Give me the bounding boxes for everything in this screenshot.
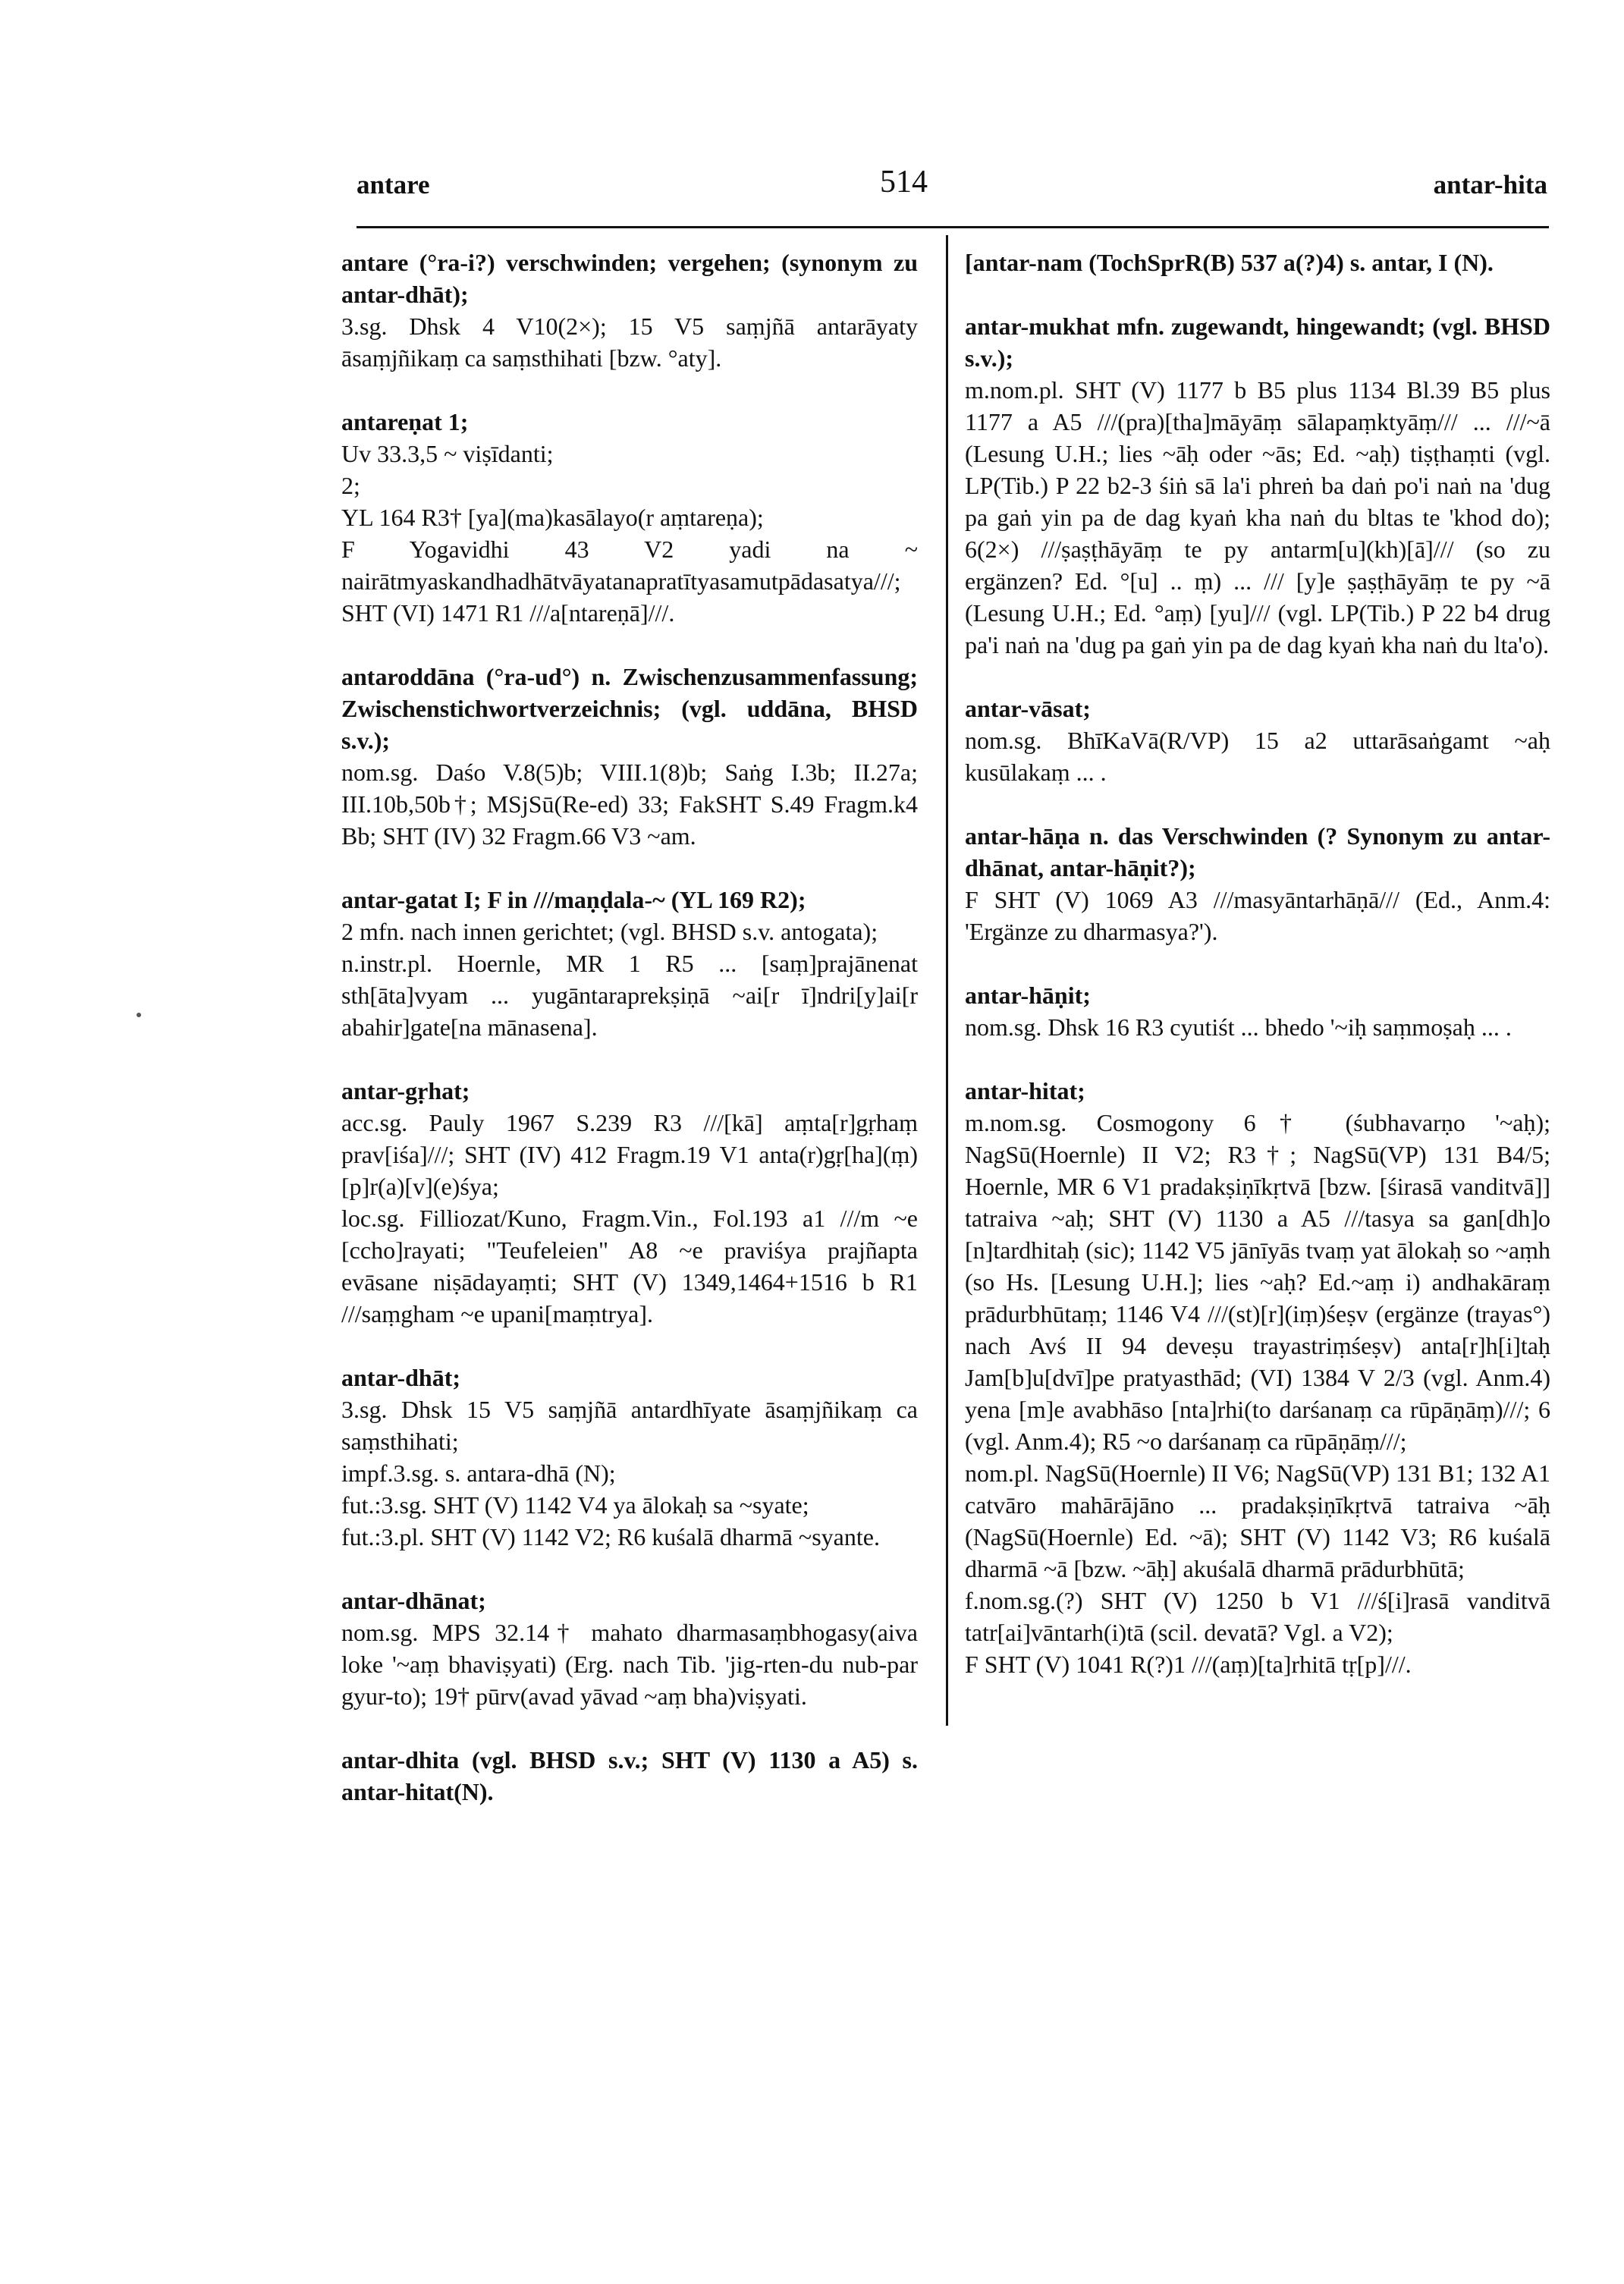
dictionary-entry <box>341 406 918 629</box>
entry-citation-line: f.nom.sg.(?) SHT (V) 1250 b V1 ///ś[i]rasā vanditvā tatr[ai]vāntarh(i)tā (scil. devatā? Vgl. a V2); <box>965 1587 1550 1646</box>
entry-citation-line: F SHT (V) 1069 A3 ///masyāntarhāṇā/// (Ed., Anm.4: 'Ergänze zu dharmasya?'). <box>965 886 1550 945</box>
entry-citation-line: nom.sg. MPS 32.14† mahato dharmasaṃbhogasy(aiva loke '~aṃ bhaviṣyati) (Erg. nach Tib. 'jig-rten-du nub-par gyur-to); 19† pūrv(avad yāvad ~aṃ bha)viṣyati. <box>341 1619 918 1710</box>
entry-citation-line: F Yogavidhi 43 V2 yadi na ~ nairātmyaskandhadhātvāyatanapratītyasamutpādasatya///; SHT (VI) 1471 R1 ///a[ntareṇā]///. <box>341 536 918 627</box>
entry-headword-line: antar-dhita (vgl. BHSD s.v.; SHT (V) 1130 a A5) s. antar-hitat(N). <box>341 1746 918 1805</box>
entry-citation-line: m.nom.pl. SHT (V) 1177 b B5 plus 1134 Bl.39 B5 plus 1177 a A5 ///(pra)[tha]māyāṃ sālapaṃktyāṃ/// ... ///~ā (Lesung U.H.; lies ~āḥ oder ~ās; Ed. ~aḥ) tiṣṭhaṃti (vgl. LP(Tib.) P 22 b2-3 śiṅ sā la'i phreṅ ba daṅ po'i naṅ na 'dug pa gaṅ yin pa de dag kyaṅ kha naṅ du bltas te 'khod do); 6(2×) ///ṣaṣṭhāyāṃ te py antarm[u](kh)[ā]/// (so zu ergänzen? Ed. °[u] .. ṃ) ... /// [y]e ṣaṣṭhāyāṃ te py ~ā (Lesung U.H.; Ed. °aṃ) [yu]/// (vgl. LP(Tib.) P 22 b4 drug pa'i naṅ na 'dug pa gaṅ yin pa de dag kyaṅ kha naṅ du lta'o). <box>965 376 1550 658</box>
entry-citation-line: acc.sg. Pauly 1967 S.239 R3 ///[kā] aṃta[r]gṛhaṃ prav[iśa]///; SHT (IV) 412 Fragm.19 V1 anta(r)gṛ[ha](ṃ) [p]r(a)[v](e)śya; <box>341 1109 918 1200</box>
entry-headword-line: antar-vāsat; <box>965 695 1091 722</box>
entry-citation-line: fut.:3.sg. SHT (V) 1142 V4 ya ālokaḥ sa ~syate; <box>341 1491 809 1519</box>
entry-citation-line: Uv 33.3,5 ~ viṣīdanti; <box>341 440 554 467</box>
column-divider <box>946 235 948 1726</box>
entry-citation-line: 3.sg. Dhsk 15 V5 saṃjñā antardhīyate āsaṃjñikaṃ ca saṃsthihati; <box>341 1396 918 1455</box>
entry-citation-line: loc.sg. Filliozat/Kuno, Fragm.Vin., Fol.193 a1 ///m ~e [ccho]rayati; "Teufeleien" A8 ~e praviśya prajñapta evāsane niṣādayaṃti; SHT (V) 1349,1464+1516 b R1 ///saṃgham ~e upani[maṃtrya]. <box>341 1205 918 1327</box>
entry-headword-line: [antar-nam (TochSprR(B) 537 a(?)4) s. antar, I (N). <box>965 249 1494 276</box>
entry-headword-line: antar-gṛhat; <box>341 1077 470 1104</box>
dictionary-entry <box>965 247 1550 278</box>
entry-headword-line: antare (°ra-i?) verschwinden; vergehen; (synonym zu antar-dhāt); <box>341 249 918 308</box>
entry-citation-line: YL 164 R3† [ya](ma)kasālayo(r aṃtareṇa); <box>341 504 764 531</box>
entry-headword-line: antar-dhānat; <box>341 1587 486 1614</box>
dictionary-entry <box>341 1362 918 1553</box>
dictionary-entry <box>965 979 1550 1043</box>
page-number: 514 <box>880 165 928 199</box>
entry-citation-line: 2; <box>341 472 360 499</box>
dictionary-entry <box>965 1075 1550 1680</box>
dictionary-entry <box>341 247 918 374</box>
entry-citation-line: fut.:3.pl. SHT (V) 1142 V2; R6 kuśalā dharmā ~syante. <box>341 1523 880 1550</box>
dictionary-entry <box>341 884 918 1043</box>
dictionary-entry <box>965 310 1550 661</box>
dictionary-entry <box>341 661 918 852</box>
entry-citation-line: nom.sg. Dhsk 16 R3 cyutiśt ... bhedo '~iḥ saṃmoṣaḥ ... . <box>965 1013 1512 1041</box>
header-left-guideword: antare <box>357 170 430 199</box>
left-column <box>341 247 918 1839</box>
dictionary-entry <box>965 820 1550 947</box>
entry-headword-line: antar-dhāt; <box>341 1364 461 1391</box>
dictionary-entry <box>341 1585 918 1712</box>
entry-citation-line: nom.sg. BhīKaVā(R/VP) 15 a2 uttarāsaṅgamt ~aḥ kusūlakaṃ ... . <box>965 727 1550 786</box>
entry-headword-line: antaroddāna (°ra-ud°) n. Zwischenzusammenfassung; Zwischenstichwortverzeichnis; (vgl. uddāna, BHSD s.v.); <box>341 663 918 754</box>
entry-citation-line: m.nom.sg. Cosmogony 6† (śubhavarṇo '~aḥ); NagSū(Hoernle) II V2; R3†; NagSū(VP) 131 B4/5; Hoernle, MR 6 V1 pradakṣiṇīkṛtvā [bzw. [śirasā vanditvā]] tatraiva ~aḥ; SHT (V) 1130 a A5 ///tasya sa gan[dh]o [n]tardhitaḥ (sic); 1142 V5 jānīyās tvaṃ yat ālokaḥ so ~aṃh (so Hs. [Lesung U.H.]; lies ~aḥ? Ed.~aṃ i) andhakāraṃ prādurbhūtaṃ; 1146 V4 ///(st)[r](iṃ)śeṣv (ergänze (trayas°) nach Avś II 94 deveṣu trayastriṃśeṣv) anta[r]h[i]taḥ Jam[b]u[dvī]pe pratyasthād; (VI) 1384 V 2/3 (vgl. Anm.4) yena [m]e avabhāso [nta]rhi(to darśanaṃ ca rūpāṇāṃ)///; 6 (vgl. Anm.4); R5 ~o darśanaṃ ca rūpāṇāṃ///; <box>965 1109 1550 1455</box>
entry-citation-line: n.instr.pl. Hoernle, MR 1 R5 ... [saṃ]prajānenat sth[āta]vyam ... yugāntaraprekṣiṇā ~ai[r ī]ndri[y]ai[r abahir]gate[na mānasena]. <box>341 950 918 1041</box>
margin-speck <box>137 1013 141 1017</box>
dictionary-entry <box>341 1744 918 1808</box>
entry-citation-line: 2 mfn. nach innen gerichtet; (vgl. BHSD s.v. antogata); <box>341 918 878 945</box>
header-right-guideword: antar-hita <box>1433 170 1547 199</box>
entry-headword-line: antar-gatat I; F in ///maṇḍala-~ (YL 169 R2); <box>341 886 806 913</box>
entry-headword-line: antar-hāṇa n. das Verschwinden (? Synonym zu antar-dhānat, antar-hāṇit?); <box>965 822 1550 881</box>
entry-headword-line: antar-hāṇit; <box>965 982 1091 1009</box>
entry-citation-line: nom.sg. Daśo V.8(5)b; VIII.1(8)b; Saṅg I.3b; II.27a; III.10b,50b†; MSjSū(Re-ed) 33; FakSHT S.49 Fragm.k4 Bb; SHT (IV) 32 Fragm.66 V3 ~am. <box>341 759 918 850</box>
page-header <box>357 161 1547 214</box>
dictionary-entry <box>341 1075 918 1330</box>
entry-headword-line: antar-mukhat mfn. zugewandt, hingewandt; (vgl. BHSD s.v.); <box>965 313 1550 372</box>
entry-citation-line: nom.pl. NagSū(Hoernle) II V6; NagSū(VP) 131 B1; 132 A1 catvāro mahārājāno ... pradakṣiṇīkṛtvā tatraiva ~āḥ (NagSū(Hoernle) Ed. ~ā); SHT (V) 1142 V3; R6 kuśalā dharmā ~ā [bzw. ~āḥ] akuśalā dharmā prādurbhūtā; <box>965 1459 1550 1582</box>
entry-citation-line: 3.sg. Dhsk 4 V10(2×); 15 V5 saṃjñā antarāyaty āsaṃjñikaṃ ca saṃsthihati [bzw. °aty]. <box>341 313 918 372</box>
entry-headword-line: antar-hitat; <box>965 1077 1085 1104</box>
entry-headword-line: antareṇat 1; <box>341 408 469 435</box>
entry-citation-line: F SHT (V) 1041 R(?)1 ///(aṃ)[ta]rhitā tṛ[p]///. <box>965 1651 1412 1678</box>
right-column <box>965 247 1550 1712</box>
header-rule <box>357 226 1549 228</box>
entry-citation-line: impf.3.sg. s. antara-dhā (N); <box>341 1459 616 1487</box>
dictionary-entry <box>965 693 1550 788</box>
